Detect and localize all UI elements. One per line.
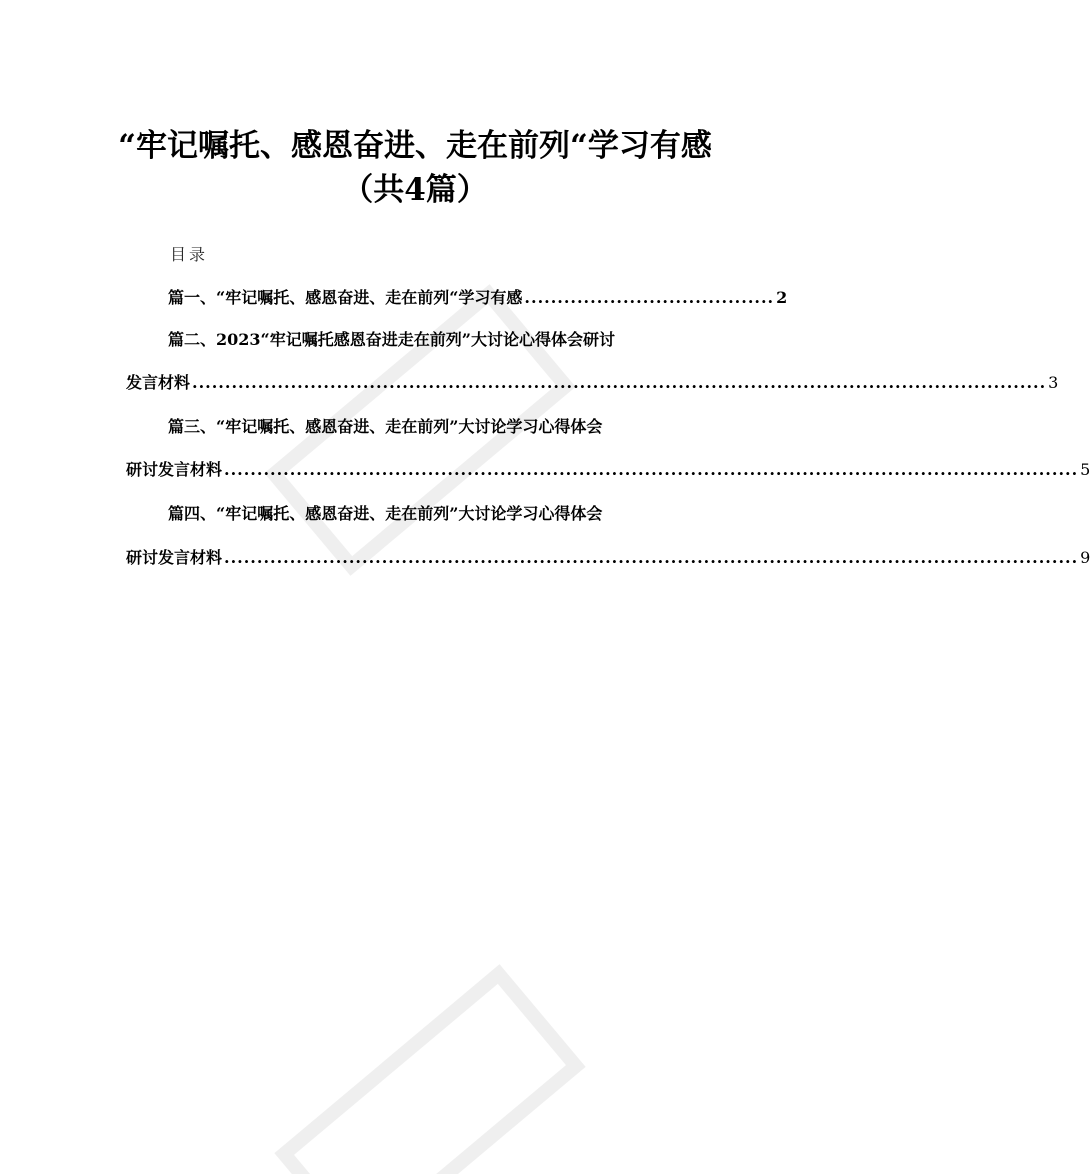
- toc-item-text: 篇二、2023“牢记嘱托感恩奋进走在前列”大讨论心得体会研讨: [168, 330, 615, 349]
- document-subtitle: （共4篇）: [342, 172, 488, 208]
- toc-leader-dots: ..................................................................................................................................: [224, 460, 1079, 479]
- toc-leader-dots: ..................................................................................................................................: [192, 373, 1047, 392]
- toc-item-2-line2[interactable]: [126, 370, 1059, 396]
- toc-label: 目录: [170, 245, 209, 264]
- toc-item-text: 发言材料: [126, 373, 191, 392]
- toc-item-4-line2[interactable]: [126, 545, 1090, 571]
- toc-item-3-line1[interactable]: [168, 414, 602, 440]
- toc-item-text: 研讨发言材料: [126, 548, 223, 567]
- toc-item-text: 研讨发言材料: [126, 460, 223, 479]
- toc-page-number: 9: [1080, 548, 1090, 567]
- toc-page-number: 5: [1080, 460, 1090, 479]
- toc-item-text: 篇一、“牢记嘱托、感恩奋进、走在前列“学习有感: [168, 288, 523, 307]
- toc-page-number: 2: [776, 288, 788, 307]
- toc-item-text: 篇三、“牢记嘱托、感恩奋进、走在前列”大讨论学习心得体会: [168, 417, 603, 436]
- toc-item-2-line1[interactable]: [168, 327, 615, 353]
- toc-item-3-line2[interactable]: [126, 457, 1090, 483]
- toc-leader-dots: ..................................................................................................................................: [224, 548, 1079, 567]
- toc-item-text: 篇四、“牢记嘱托、感恩奋进、走在前列”大讨论学习心得体会: [168, 504, 603, 523]
- toc-leader-dots: ......................................: [524, 288, 775, 307]
- toc-page-number: 3: [1048, 373, 1059, 392]
- document-title: “牢记嘱托、感恩奋进、走在前列“学习有感: [118, 128, 712, 164]
- toc-item-1[interactable]: [168, 285, 788, 311]
- toc-item-4-line1[interactable]: [168, 501, 602, 527]
